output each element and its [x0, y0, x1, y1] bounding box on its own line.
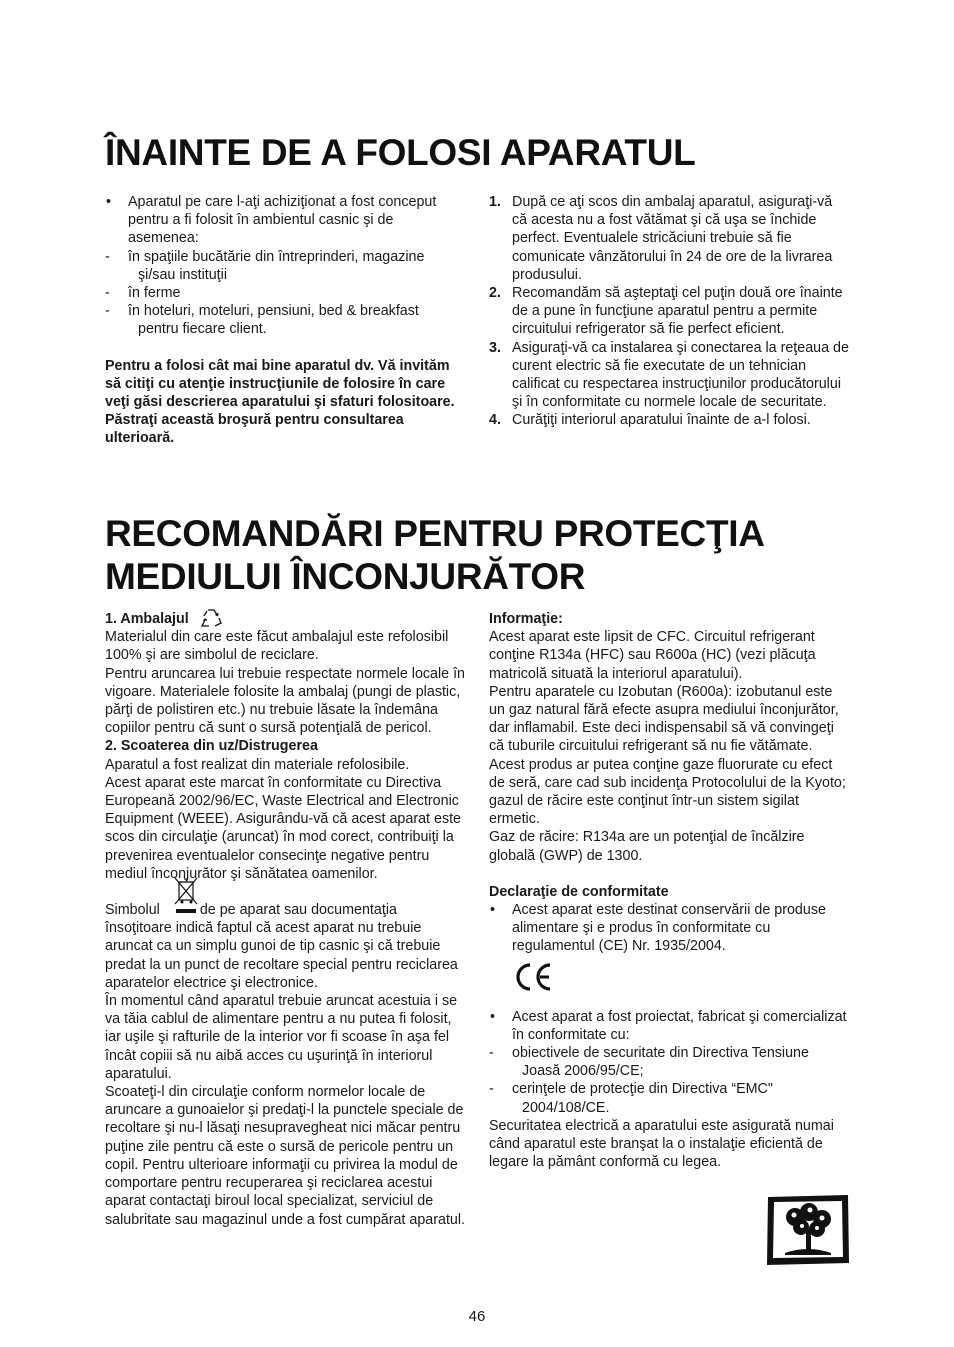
numbered-item: 3. Asiguraţi-vă ca instalarea şi conectarea la reţeaua de curent electric să fie executate de un tehnician calificat cu respectarea instrucţiunilor producătorului şi în conformitate cu normele locale de securitate.: [489, 339, 849, 411]
tree-logo-icon: [765, 1193, 851, 1267]
environment-right-column: [489, 610, 849, 1171]
before-use-right-column: [489, 193, 850, 430]
ce-mark-icon: [489, 956, 849, 1008]
info-gwp-text: Gaz de răcire: R134a are un potenţial de încălzire globală (GWP) de 1300.: [489, 829, 805, 864]
numbered-item: 2. Recomandăm să aşteptaţi cel puţin două ore înainte de a pune în funcţiune aparatul pentru a permite circuitului refrigerator să fie perfect eficient.: [489, 285, 843, 338]
packaging-heading: 1. Ambalajul: [105, 610, 467, 628]
page-number: 46: [468, 1308, 486, 1325]
packaging-disposal-text: Pentru aruncarea lui trebuie respectate normele locale în vigoare. Materialele folosite la ambalaj (pungi de plastic, părţi de polistiren etc.) nu trebuie lăsate la îndemâna copiilor pentru că sunt o sursă potenţială de pericol.: [105, 665, 466, 737]
read-instructions-note: Pentru a folosi cât mai bine aparatul dv. Vă invităm să citiţi cu atenţie instrucţiunile de folosire în care veţi găsi descrierea aparatului şi sfaturi folositoare.: [105, 357, 455, 411]
recyclable-materials-text: Aparatul a fost realizat din materiale refolosibile.: [105, 756, 410, 773]
environment-left-column: [105, 610, 467, 1229]
weee-meaning-text: însoţitoare indică faptul că acest aparat nu trebuie aruncat ca un simplu gunoi de tip casnic şi că trebuie predat la un punct de recoltare special pentru reciclarea aparatelor electrice şi electronice.: [105, 920, 458, 991]
recycle-icon: [200, 608, 222, 628]
weee-symbol-line: Simbolul de pe aparat sau documentaţia: [105, 901, 467, 919]
conformity-heading: Declaraţie de conformitate: [489, 883, 669, 900]
info-heading: Informaţie:: [489, 611, 563, 627]
crossed-bin-icon: [173, 876, 199, 916]
usage-dash-item: - în hoteluri, moteluri, pensiuni, bed & breakfast pentru fiecare client.: [105, 303, 419, 338]
disposal-heading: 2. Scoaterea din uz/Distrugerea: [105, 738, 318, 755]
disposal-safety-text: În momentul când aparatul trebuie aruncat acestuia i se va tăia cablul de alimentare pentru a nu putea fi folosit, iar uşile şi rafturile de la interior vor fi scoase în aşa fel încât copiii să nu aibă acces cu uşurinţă în interiorul aparatului.: [105, 993, 458, 1082]
info-fluorinated-gas-text: Acest produs ar putea conţine gaze fluorurate cu efect de seră, care cad sub incidenţa Protocolului de la Kyoto; gazul de răcire este conţinut într-un sistem sigilat ermetic.: [489, 756, 846, 828]
conformity-bullet: • Acest aparat este destinat conservării de produse alimentare şi e produs în conformitate cu regulamentul (CE) Nr. 1935/2004.: [490, 902, 826, 955]
info-isobutane-text: Pentru aparatele cu Izobutan (R600a): izobutanul este un gaz natural fără efecte asupra mediului înconjurător, dar inflamabil. Este deci indispensabil să vă convingeţi că tuburile circuitului refrigerant să nu fie vătămate.: [489, 683, 839, 755]
usage-dash-item: - în ferme: [105, 285, 181, 302]
disposal-local-rules-text: Scoateţi-l din circulaţie conform normelor locale de aruncare a gunoaielor şi predaţi-l la punctele speciale de recoltare şi nu-l lăsaţi nesupravegheat nici măcar pentru puţine zile pentru că este o sursă de pericole pentru un copil. Pentru ulterioare informaţii cu privirea la modul de comportare pentru recuperarea şi reciclarea acestui aparat contactaţi biroul local specializat, serviciul de salubritate sau magazinul unde a fost cumpărat aparatul.: [105, 1084, 466, 1228]
numbered-item: 1. După ce aţi scos din ambalaj aparatul, asiguraţi-vă că acesta nu a fost vătămat şi că uşa se închide perfect. Eventualele stricăciuni trebuie să fie comunicate vânzătorului în 24 de ore de la livrarea produsului.: [489, 194, 833, 283]
numbered-item: 4. Curăţiţi interiorul aparatului înainte de a-l folosi.: [489, 412, 811, 429]
packaging-recyclable-text: Materialul din care este făcut ambalajul este refolosibil 100% şi are simbolul de reciclare.: [105, 629, 449, 664]
usage-dash-item: - în spaţiile bucătărie din întreprinderi, magazine şi/sau instituţii: [105, 248, 425, 283]
keep-booklet-note: Păstraţi această broşură pentru consultarea ulterioară.: [105, 412, 404, 447]
before-use-left-column: [105, 193, 460, 448]
usage-bullet: • Aparatul pe care l-aţi achiziţionat a fost conceput pentru a fi folosit în ambientul casnic şi de asemenea:: [106, 194, 437, 247]
conformity-dash-item: - obiectivele de securitate din Directiva Tensiune Joasă 2006/95/CE;: [489, 1045, 809, 1080]
weee-directive-text: Acest aparat este marcat în conformitate cu Directiva Europeană 2002/96/EC, Waste Electrical and Electronic Equipment (WEEE). Asigurându-vă că acest aparat este scos din circulaţie (aruncat) în mod corect, contribuiţi la prevenirea eventualelor consecinţe negative pentru mediul înconjurător şi sănătatea oamenilor.: [105, 774, 462, 882]
info-cfc-text: Acest aparat este lipsit de CFC. Circuitul refrigerant conţine R134a (HFC) sau R600a (HC) (vezi plăcuţa matricolă situată la interiorul aparatului).: [489, 629, 816, 682]
conformity-bullet: • Acest aparat a fost proiectat, fabricat şi comercializat în conformitate cu:: [490, 1008, 847, 1043]
conformity-dash-item: - cerinţele de protecţie din Directiva “EMC" 2004/108/CE.: [489, 1081, 773, 1116]
section-title-before-use: ÎNAINTE DE A FOLOSI APARATUL: [105, 132, 696, 173]
section-title-environment: RECOMANDĂRI PENTRU PROTECŢIA MEDIULUI ÎNCONJURĂTOR: [105, 513, 765, 597]
electrical-safety-text: Securitatea electrică a aparatului este asigurată numai când aparatul este branşat la o instalaţie eficientă de legare la pământ conformă cu legea.: [489, 1117, 834, 1171]
